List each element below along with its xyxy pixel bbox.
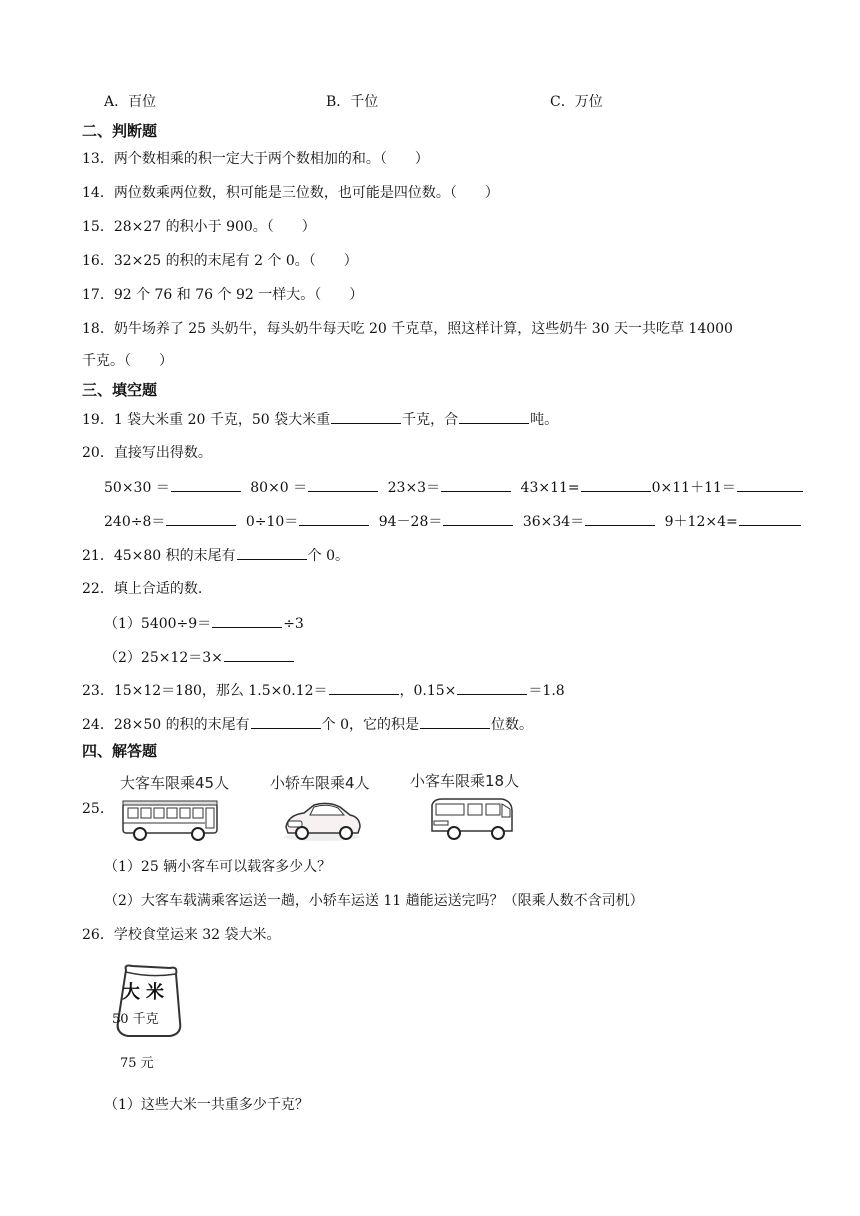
question-16: 16．32×25 的积的末尾有 2 个 0。（ ） — [82, 253, 358, 269]
question-22-intro: 22．填上合适的数. — [82, 581, 203, 597]
rice-bag-price: 75 元 — [120, 1056, 154, 1071]
car-icon — [280, 797, 364, 843]
answer-blank[interactable] — [308, 477, 378, 492]
answer-blank[interactable] — [739, 511, 801, 526]
answer-blank[interactable] — [457, 680, 527, 695]
question-26-part-1: （1）这些大米一共重多少千克？ — [104, 1097, 309, 1113]
question-20-row-2: 240÷8＝ 0÷10＝ 94－28＝ 36×34＝ 9＋12×4= — [104, 511, 802, 532]
answer-blank[interactable] — [459, 409, 529, 424]
answer-blank[interactable] — [443, 511, 513, 526]
answer-blank[interactable] — [171, 477, 241, 492]
question-24: 24．28×50 的积的末尾有 个 0，它的积是 位数。 — [82, 714, 533, 735]
question-18-continued: 千克。（ ） — [82, 353, 173, 369]
question-14: 14．两位数乘两位数，积可能是三位数，也可能是四位数。（ ） — [82, 185, 499, 201]
answer-blank[interactable] — [420, 714, 490, 729]
vehicle-label-bus: 大客车限乘45人 — [120, 774, 230, 792]
question-20-intro: 20．直接写出得数。 — [82, 445, 212, 461]
answer-blank[interactable] — [166, 511, 236, 526]
answer-blank[interactable] — [224, 647, 294, 662]
section-heading-solve: 四、解答题 — [82, 742, 158, 760]
answer-blank[interactable] — [441, 477, 511, 492]
question-22-part-1: （1）5400÷9＝ ÷3 — [104, 613, 304, 634]
answer-blank[interactable] — [212, 613, 282, 628]
answer-blank[interactable] — [331, 409, 401, 424]
question-25-number: 25． — [82, 801, 114, 817]
question-13: 13．两个数相乘的积一定大于两个数相加的和。（ ） — [82, 151, 429, 167]
option-b: B．千位 — [326, 94, 379, 110]
question-20-row-1: 50×30 ＝ 80×0 ＝ 23×3＝ 43×11= 0×11＋11＝ — [104, 477, 804, 498]
answer-blank[interactable] — [237, 545, 307, 560]
answer-blank[interactable] — [329, 680, 399, 695]
answer-blank[interactable] — [581, 477, 651, 492]
answer-blank[interactable] — [737, 477, 803, 492]
question-21: 21．45×80 积的末尾有 个 0。 — [82, 545, 349, 566]
question-18: 18．奶牛场养了 25 头奶牛，每头奶牛每天吃 20 千克草，照这样计算，这些奶牛 30 天一共吃草 14000 — [82, 321, 733, 337]
question-22-part-2: （2）25×12＝3× — [104, 647, 295, 668]
section-heading-judge: 二、判断题 — [82, 122, 158, 140]
option-a: A．百位 — [104, 94, 157, 110]
question-26: 26．学校食堂运来 32 袋大米。 — [82, 927, 281, 943]
answer-blank[interactable] — [299, 511, 369, 526]
section-heading-fill: 三、填空题 — [82, 381, 158, 399]
rice-bag-weight: 50 千克 — [112, 1012, 159, 1027]
question-23: 23．15×12＝180，那么 1.5×0.12＝ ，0.15× ＝1.8 — [82, 680, 565, 701]
question-19: 19．1 袋大米重 20 千克，50 袋大米重 千克，合 吨。 — [82, 409, 558, 430]
bus-icon — [120, 797, 220, 843]
question-17: 17．92 个 76 和 76 个 92 一样大。（ ） — [82, 287, 364, 303]
answer-blank[interactable] — [251, 714, 321, 729]
vehicle-label-car: 小轿车限乘4人 — [270, 774, 370, 792]
question-25-part-2: （2）大客车载满乘客运送一趟，小轿车运送 11 趟能运送完吗？（限乘人数不含司机） — [104, 893, 644, 909]
option-c: C．万位 — [550, 94, 603, 110]
van-icon — [428, 795, 516, 843]
rice-bag-text: 大米 — [122, 982, 170, 1003]
question-15: 15．28×27 的积小于 900。（ ） — [82, 219, 316, 235]
rice-bag-figure — [110, 962, 190, 1042]
vehicle-label-van: 小客车限乘18人 — [410, 772, 520, 790]
answer-blank[interactable] — [585, 511, 655, 526]
question-25-part-1: （1）25 辆小客车可以载客多少人？ — [104, 859, 332, 875]
